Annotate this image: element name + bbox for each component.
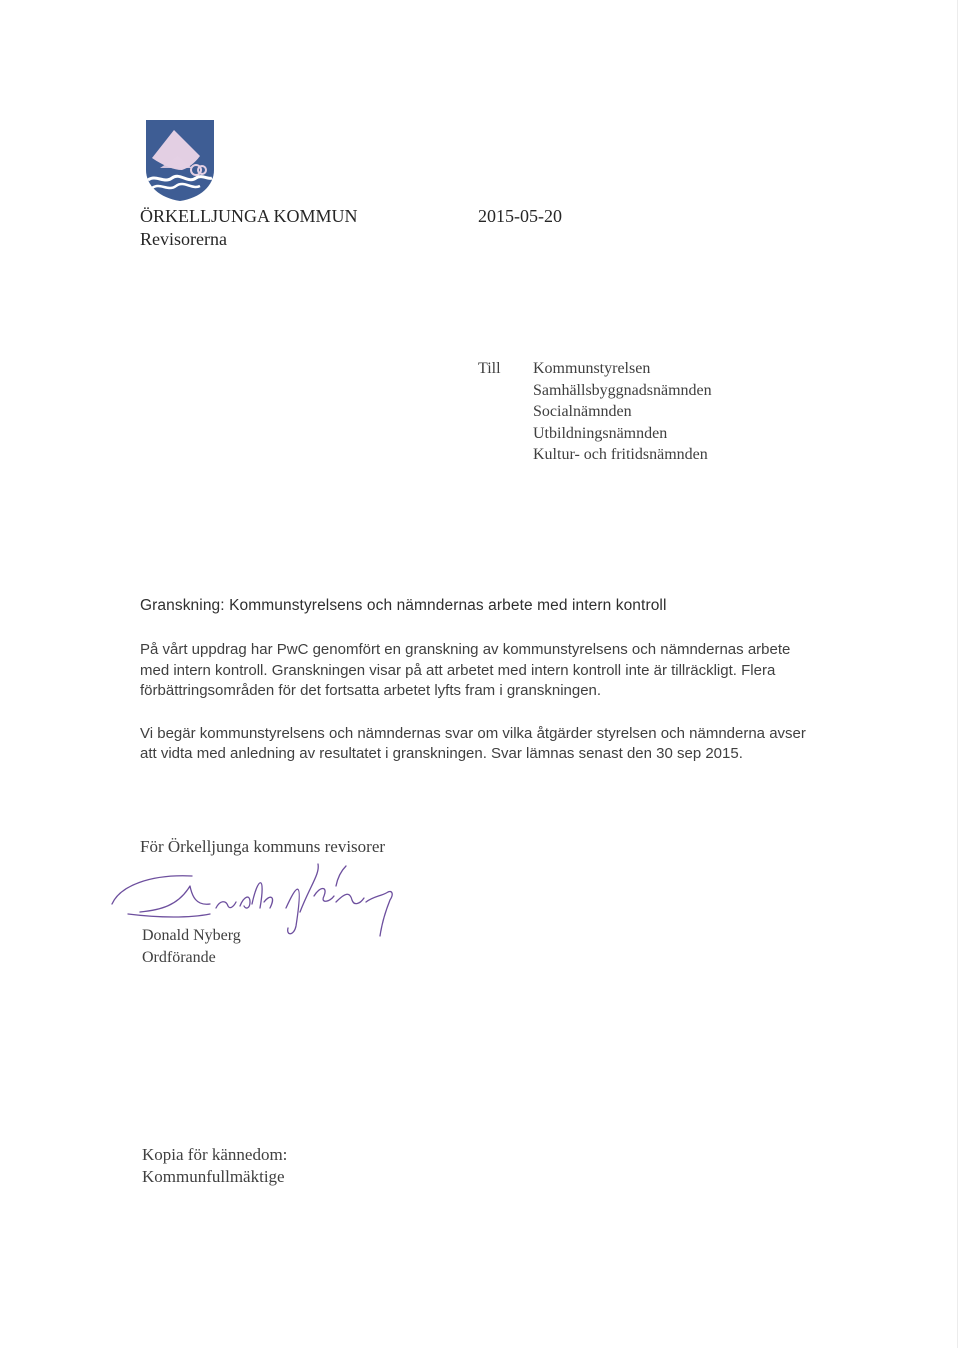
signatory-name: Donald Nyberg [142,927,241,944]
recipient-item: Kommunstyrelsen [533,360,651,377]
sender-department: Revisorerna [140,229,227,249]
body-paragraph: På vårt uppdrag har PwC genomfört en granskning av kommunstyrelsens och nämndernas arbete med intern kontroll. Granskningen visar på att arbetet med intern kontroll inte är tillräckligt. Flera förbättringsområden för det fortsatta arbetet lyfts fram i granskningen. [140,641,791,699]
signature-closing: För Örkelljunga kommuns revisorer [140,837,386,856]
recipients-list [533,358,712,466]
recipients-label: Till [478,360,501,377]
copy-label: Kopia för kännedom: [142,1145,288,1164]
recipient-item: Kultur- och fritidsnämnden [533,446,708,463]
letter-subject: Granskning: Kommunstyrelsens och nämndernas arbete med intern kontroll [140,597,667,614]
logo [144,118,216,202]
recipient-item: Samhällsbyggnadsnämnden [533,381,712,399]
sender-organization: ÖRKELLJUNGA KOMMUN [140,206,358,226]
page-edge-line [957,0,958,1348]
municipal-coat-of-arms-icon [144,118,216,202]
signatory-title: Ordförande [142,949,216,966]
copy-recipient: Kommunfullmäktige [142,1167,285,1186]
body-paragraph: Vi begär kommunstyrelsens och nämndernas svar om vilka åtgärder styrelsen och nämnderna avser att vidta med anledning av resultatet i granskningen. Svar lämnas senast den 30 sep 2015. [140,724,806,762]
letter-body [140,640,820,765]
letter-date: 2015-05-20 [478,206,562,226]
recipient-item: Socialnämnden [533,403,632,420]
recipient-item: Utbildningsnämnden [533,424,668,442]
